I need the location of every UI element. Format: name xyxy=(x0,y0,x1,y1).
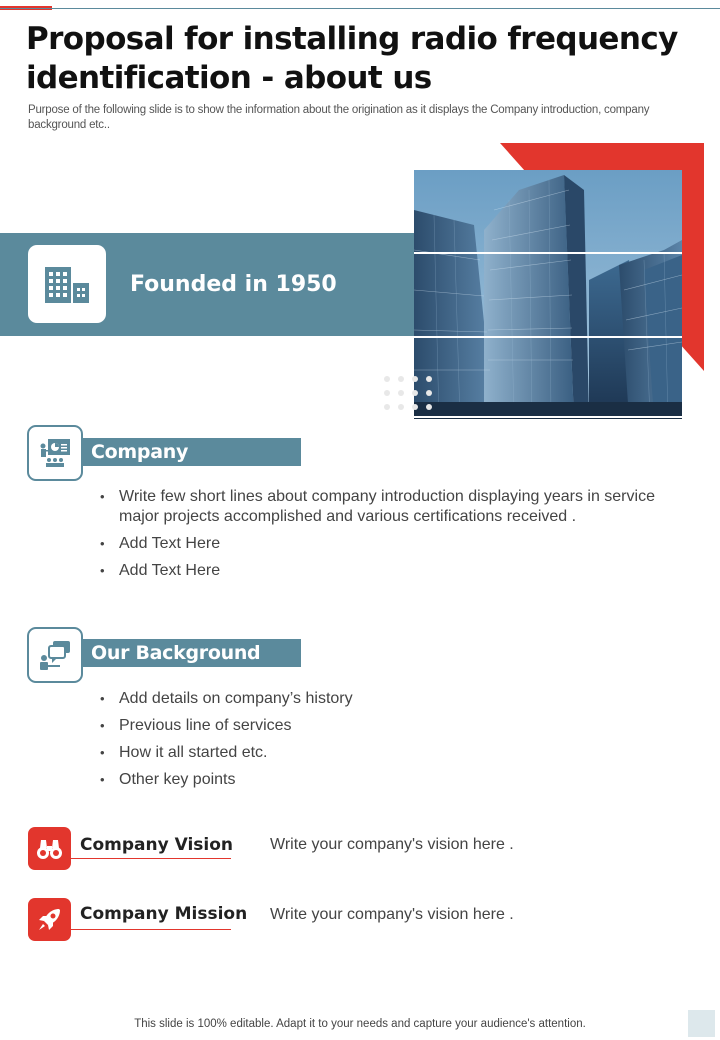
top-rule xyxy=(0,8,720,9)
list-item: • Add details on company’s history xyxy=(100,689,670,709)
company-vision-underline xyxy=(71,858,231,859)
company-vision-text: Write your company's vision here . xyxy=(270,836,514,853)
corner-box-decoration xyxy=(688,1010,715,1037)
company-introduction-label: Company Introduction xyxy=(83,438,301,466)
list-item: • Write few short lines about company introduction displaying years in service major projects accomplished and various certifications received . xyxy=(100,487,670,527)
rocket-icon xyxy=(35,905,64,934)
footer-note: This slide is 100% editable. Adapt it to your needs and capture your audience's attention. xyxy=(134,1018,586,1030)
company-mission-text: Write your company's vision here . xyxy=(270,906,514,923)
company-vision-icon-box xyxy=(28,827,71,870)
skyscraper-photo xyxy=(414,170,682,419)
person-chat-icon xyxy=(38,638,72,672)
list-item: • Other key points xyxy=(100,770,670,790)
founded-text: Founded in 1950 xyxy=(130,272,337,297)
company-introduction-list xyxy=(100,487,670,588)
office-building-icon xyxy=(43,263,91,305)
company-mission-label: Company Mission xyxy=(80,904,248,924)
company-vision-label: Company Vision xyxy=(80,835,234,855)
company-mission-underline xyxy=(71,929,231,930)
our-background-list xyxy=(100,689,670,797)
dot-grid-decoration xyxy=(384,376,440,412)
company-mission-icon-box xyxy=(28,898,71,941)
presentation-board-icon xyxy=(38,436,72,470)
company-introduction-icon-box xyxy=(27,425,83,481)
list-item: • Add Text Here xyxy=(100,534,670,554)
our-background-icon-box xyxy=(27,627,83,683)
binoculars-icon xyxy=(35,834,64,863)
list-item: • Previous line of services xyxy=(100,716,670,736)
list-item: • Add Text Here xyxy=(100,561,670,581)
our-background-label: Our Background xyxy=(83,639,301,667)
page-title: Proposal for installing radio frequency identification - about us xyxy=(26,21,678,96)
founded-icon-box xyxy=(28,245,106,323)
list-item: • How it all started etc. xyxy=(100,743,670,763)
page-subtitle: Purpose of the following slide is to show the information about the origination as it displays the Company introduction, company background etc.. xyxy=(28,104,650,131)
